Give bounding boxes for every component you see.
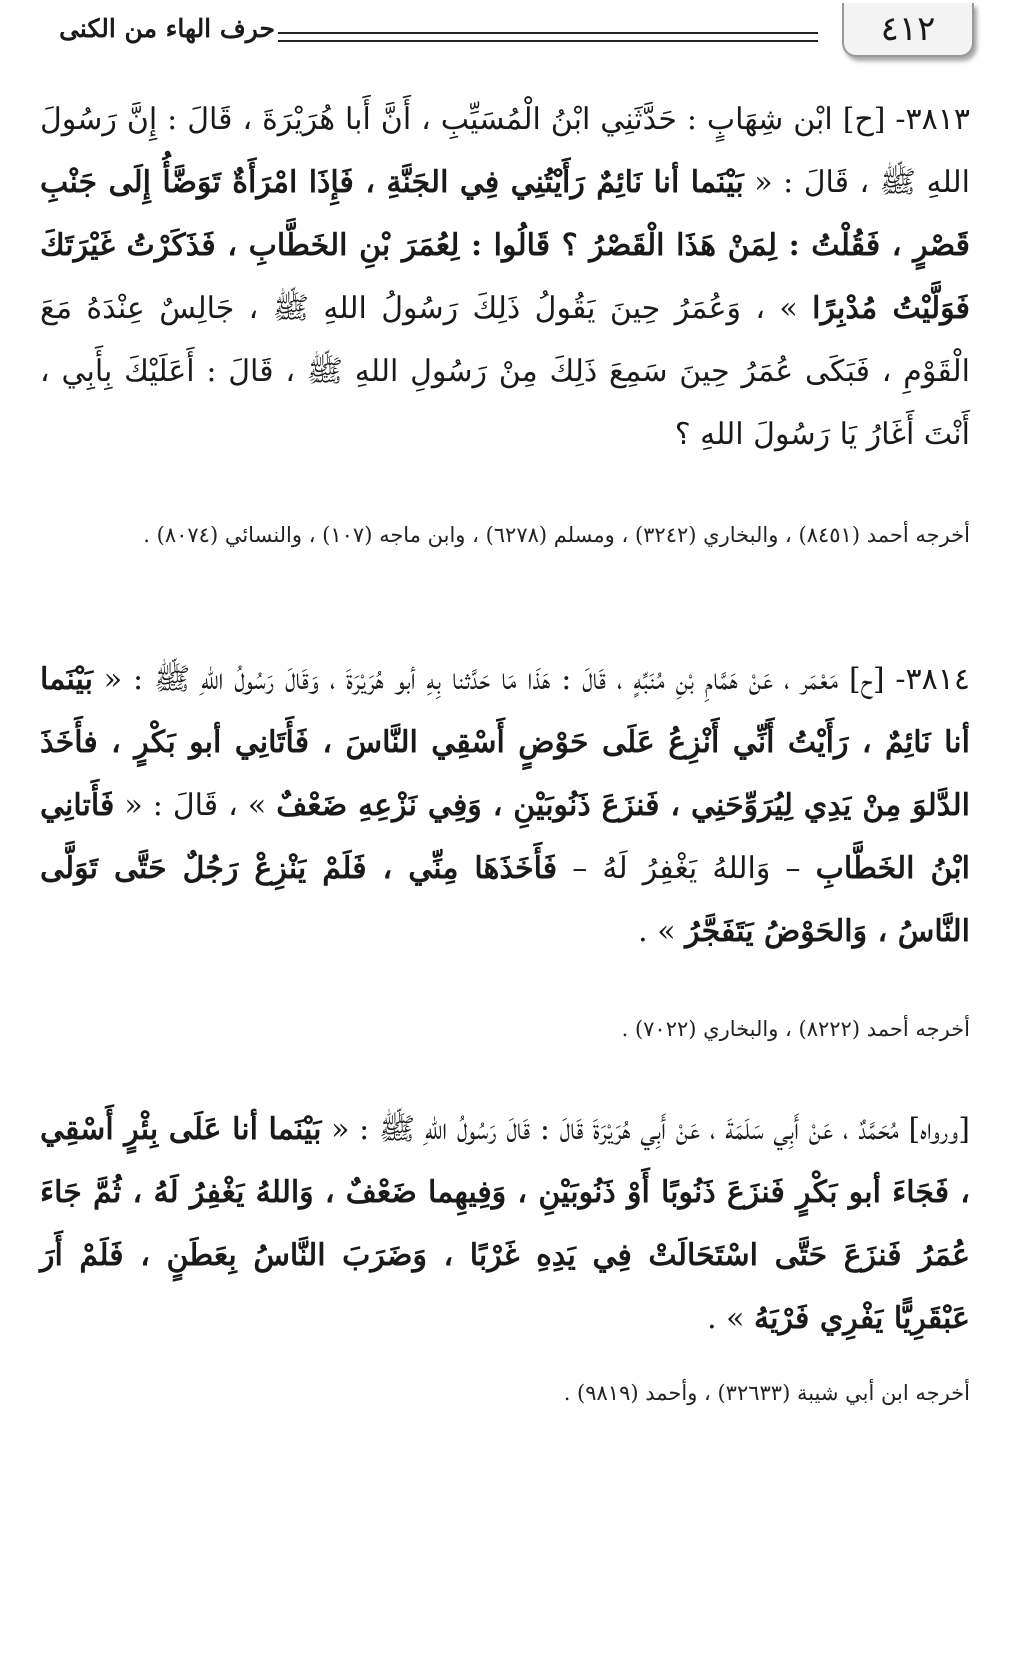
page-number-tab [842,3,974,57]
page-number: ٤١٢ [880,9,936,49]
hadith-continuation: » ، قَالَ : « [114,788,277,823]
hadith-aside: – وَاللهُ يَغْفِرُ لَهُ – [557,851,816,886]
hadith-isnad: ٣٨١٣- [ح] ابْن شِهَابٍ : حَدَّثَنِي ابْنُ الْمُسَيِّبِ ، أَنَّ أَبا هُرَيْرَةَ ، قَالَ : إِنَّ رَسُولَ اللهِ ﷺ ، قَالَ : « [40,102,970,200]
hadith-matn: بَيْنَما أنا نَائِمٌ ، رَأَيْتُ أَنِّي أَنْزِعُ عَلَى حَوْضٍ أَسْقِي النَّاسَ ، فَأَتَانِي أبو بَكْرٍ ، فأَخَذَ الدَّلوَ مِنْ يَدِي لِيُرَوِّحَنِي ، فَنزَعَ ذَنُوبَيْنِ ، وَفِي نَزْعِهِ ضَعْفٌ [40,662,970,823]
hadith-isnad: [ورواه] مُحَمَّدٌ ، عَنْ أَبِي سَلَمَةَ ، عَنْ أَبِي هُرَيْرَةَ قَالَ : قَالَ رَسُولُ اللهِ ﷺ : « [321,1112,970,1147]
hadith-matn: بَيْنَما أنا نَائِمٌ رَأَيْتُنِي فِي الجَنَّةِ ، فَإِذَا امْرَأَةٌ تَوَضَّأُ إِلَى جَنْبِ قَصْرٍ ، فَقُلْتُ : لِمَنْ هَذَا الْقَصْرُ ؟ قَالُوا : لِعُمَرَ بْنِ الخَطَّابِ ، فَذَكَرْتُ غَيْرَتَكَ فَوَلَّيْتُ مُدْبِرًا [40,165,970,326]
takhrij-note: أخرجه أحمد (٨٤٥١) ، والبخاري (٣٢٤٢) ، ومسلم (٦٢٧٨) ، وابن ماجه (١٠٧) ، والنسائي (٨٠٧٤) . [143,523,970,547]
hadith-matn: بَيْنَما أنا عَلَى بِئْرٍ أَسْقِي ، فَجَاءَ أبو بَكْرٍ فَنزَعَ ذَنُوبًا أَوْ ذَنُوبَيْنِ ، وَفِيهِما ضَعْفٌ ، وَاللهُ يَغْفِرُ لَهُ ، ثُمَّ جَاءَ عُمَرُ فَنزَعَ حَتَّى اسْتَحَالَتْ فِي يَدِهِ غَرْبًا ، وَضَرَبَ النَّاسُ بِعَطَنٍ ، فَلَمْ أَرَ عَبْقَرِيًّا يَفْرِي فَرْيَهُ [40,1112,970,1336]
hadith-3813 [40,88,970,466]
header-rule [278,32,818,34]
hadith-end: » . [707,1301,755,1336]
hadith-continuation: » ، وَعُمَرُ حِينَ يَقُولُ ذَلِكَ رَسُولُ اللهِ ﷺ ، جَالِسٌ عِنْدَهُ مَعَ الْقَوْمِ ، فَبَكَى عُمَرُ حِينَ سَمِعَ ذَلِكَ مِنْ رَسُولِ اللهِ ﷺ ، قَالَ : أَعَلَيْكَ بِأَبِي ، أَنْتَ أَغَارُ يَا رَسُولَ اللهِ ؟ [40,291,970,452]
hadith-variant [40,1098,970,1350]
header-rule [278,40,818,42]
hadith-end: » . [638,914,686,949]
hadith-3814 [40,648,970,963]
running-title: حرف الهاء من الكنى [59,14,275,43]
hadith-isnad: ٣٨١٤- [ح] مَعْمَر ، عَنْ هَمَّامِ بْنِ مُنَبِّهٍ ، قَالَ : هَذَا مَا حَدَّثنا بِهِ أبو هُرَيْرَةَ ، وَقَالَ رَسُولُ اللهِ ﷺ : « [92,662,970,697]
hadith-matn: فَأَتانِي ابْنُ الخَطَّابِ [40,788,970,886]
takhrij-note: أخرجه ابن أبي شيبة (٣٢٦٣٣) ، وأحمد (٩٨١٩) . [563,1381,970,1405]
takhrij-note: أخرجه أحمد (٨٢٢٢) ، والبخاري (٧٠٢٢) . [621,1017,970,1041]
hadith-matn: فَأَخَذَهَا مِنِّي ، فَلَمْ يَنْزِعْ رَجُلٌ حَتَّى تَوَلَّى النَّاسُ ، وَالحَوْضُ يَتَفَجَّرُ [40,851,970,949]
